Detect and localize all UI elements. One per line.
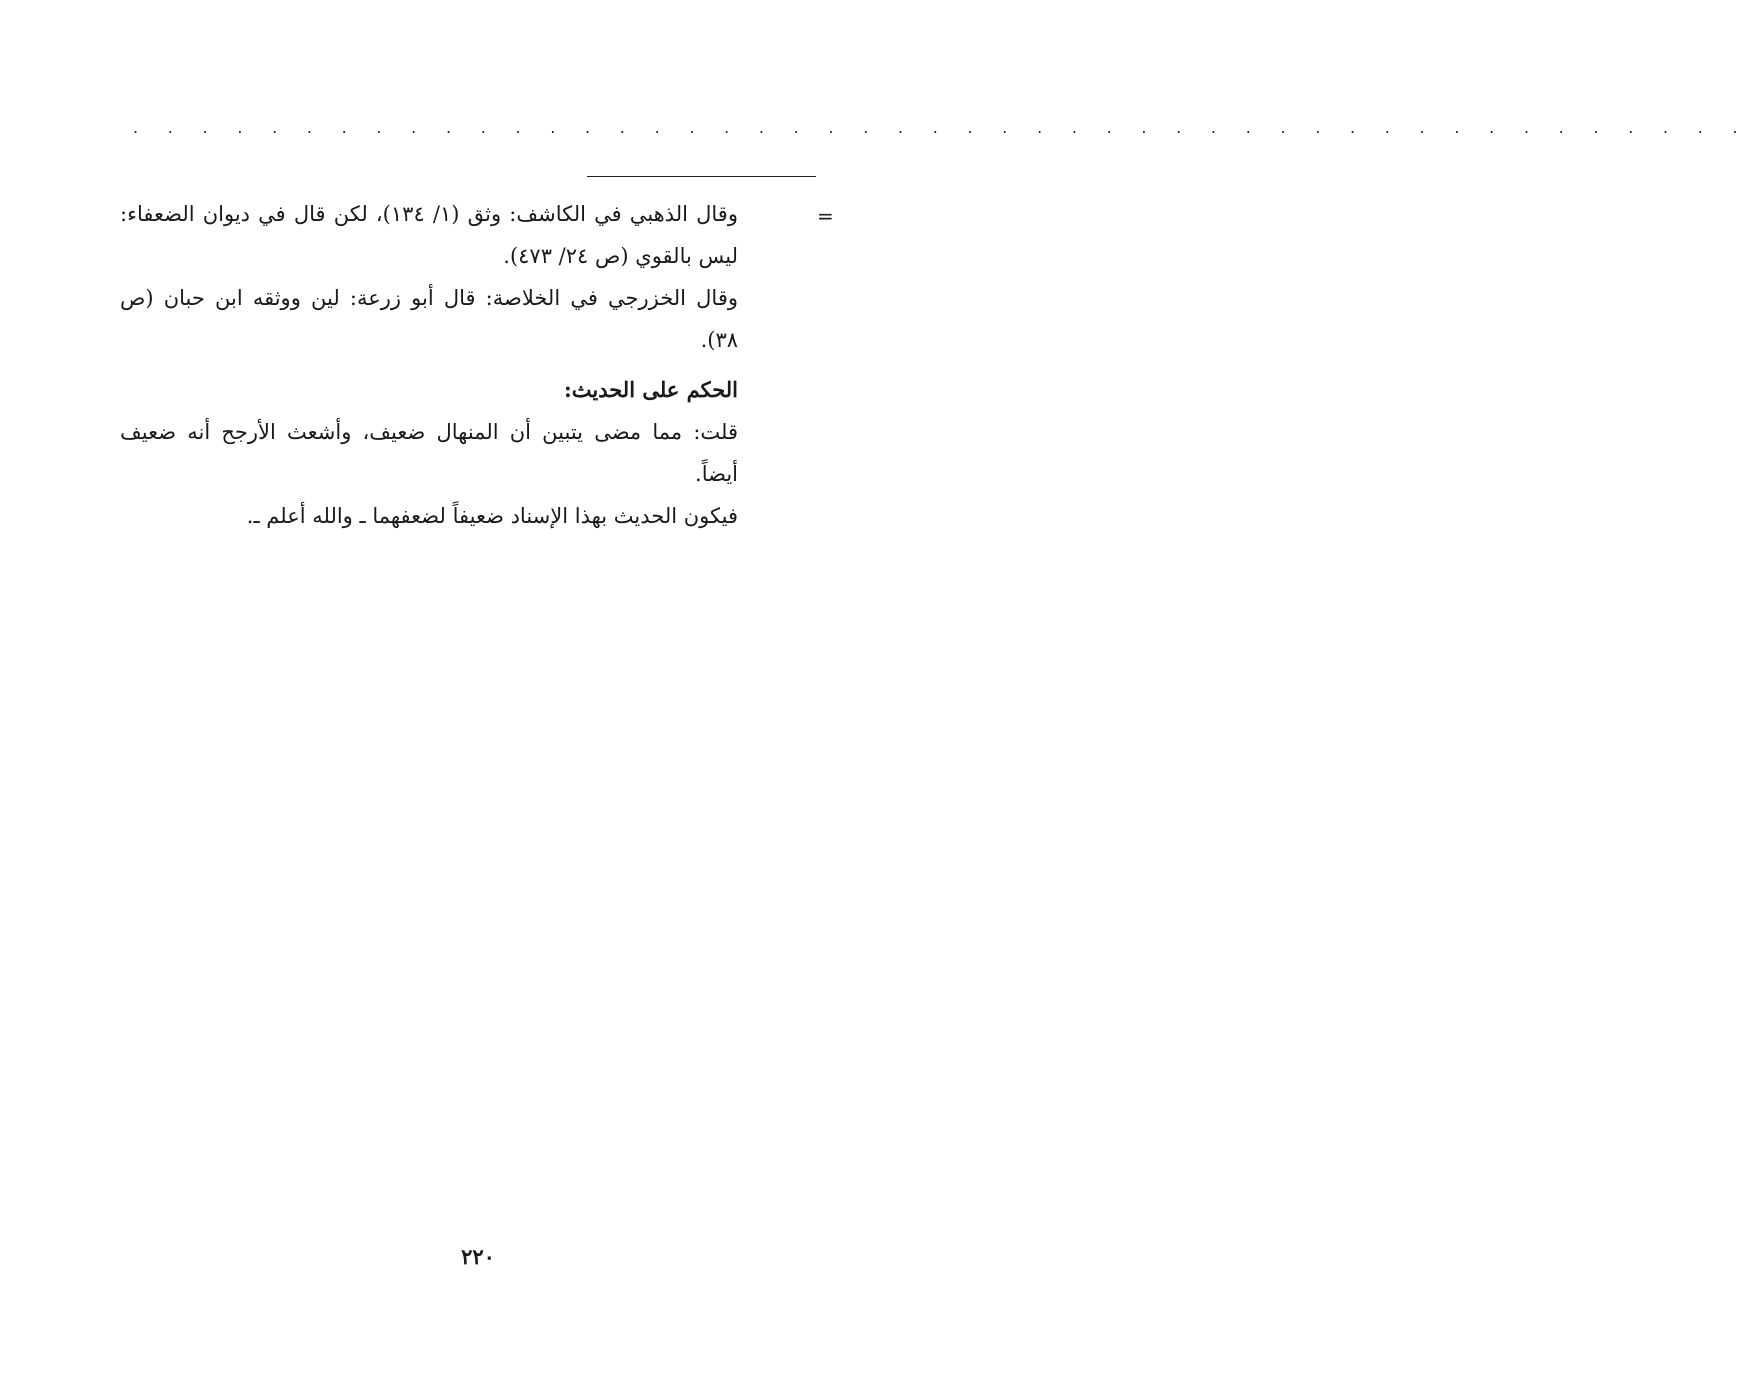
- footnote-rule: [587, 176, 816, 177]
- continuation-mark: =: [817, 204, 834, 228]
- page-text: [120, 193, 738, 537]
- ruling-heading: الحكم على الحديث:: [564, 377, 738, 402]
- ruling-paragraph-1: قلت: مما مضى يتبين أن المنهال ضعيف، وأشعث الأرجح أنه ضعيف أيضاً.: [120, 420, 738, 486]
- page-number: ٢٢٠: [461, 1244, 495, 1269]
- footnote-paragraph-dhahabi: وقال الذهبي في الكاشف: وثق (١/ ١٣٤)، لكن قال في ديوان الضعفاء: ليس بالقوي (ص ٢٤/ ٤٧٣).: [120, 202, 738, 268]
- dotted-separator: . . . . . . . . . . . . . . . . . . . . . . . . . . . . . . . . . . . . . . . . . . . . . . .: [133, 118, 1750, 137]
- ruling-paragraph-2: فيكون الحديث بهذا الإسناد ضعيفاً لضعفهما ـ والله أعلم ـ.: [246, 504, 738, 528]
- footnote-paragraph-khazraji: وقال الخزرجي في الخلاصة: قال أبو زرعة: لين ووثقه ابن حبان (ص ٣٨).: [120, 286, 738, 352]
